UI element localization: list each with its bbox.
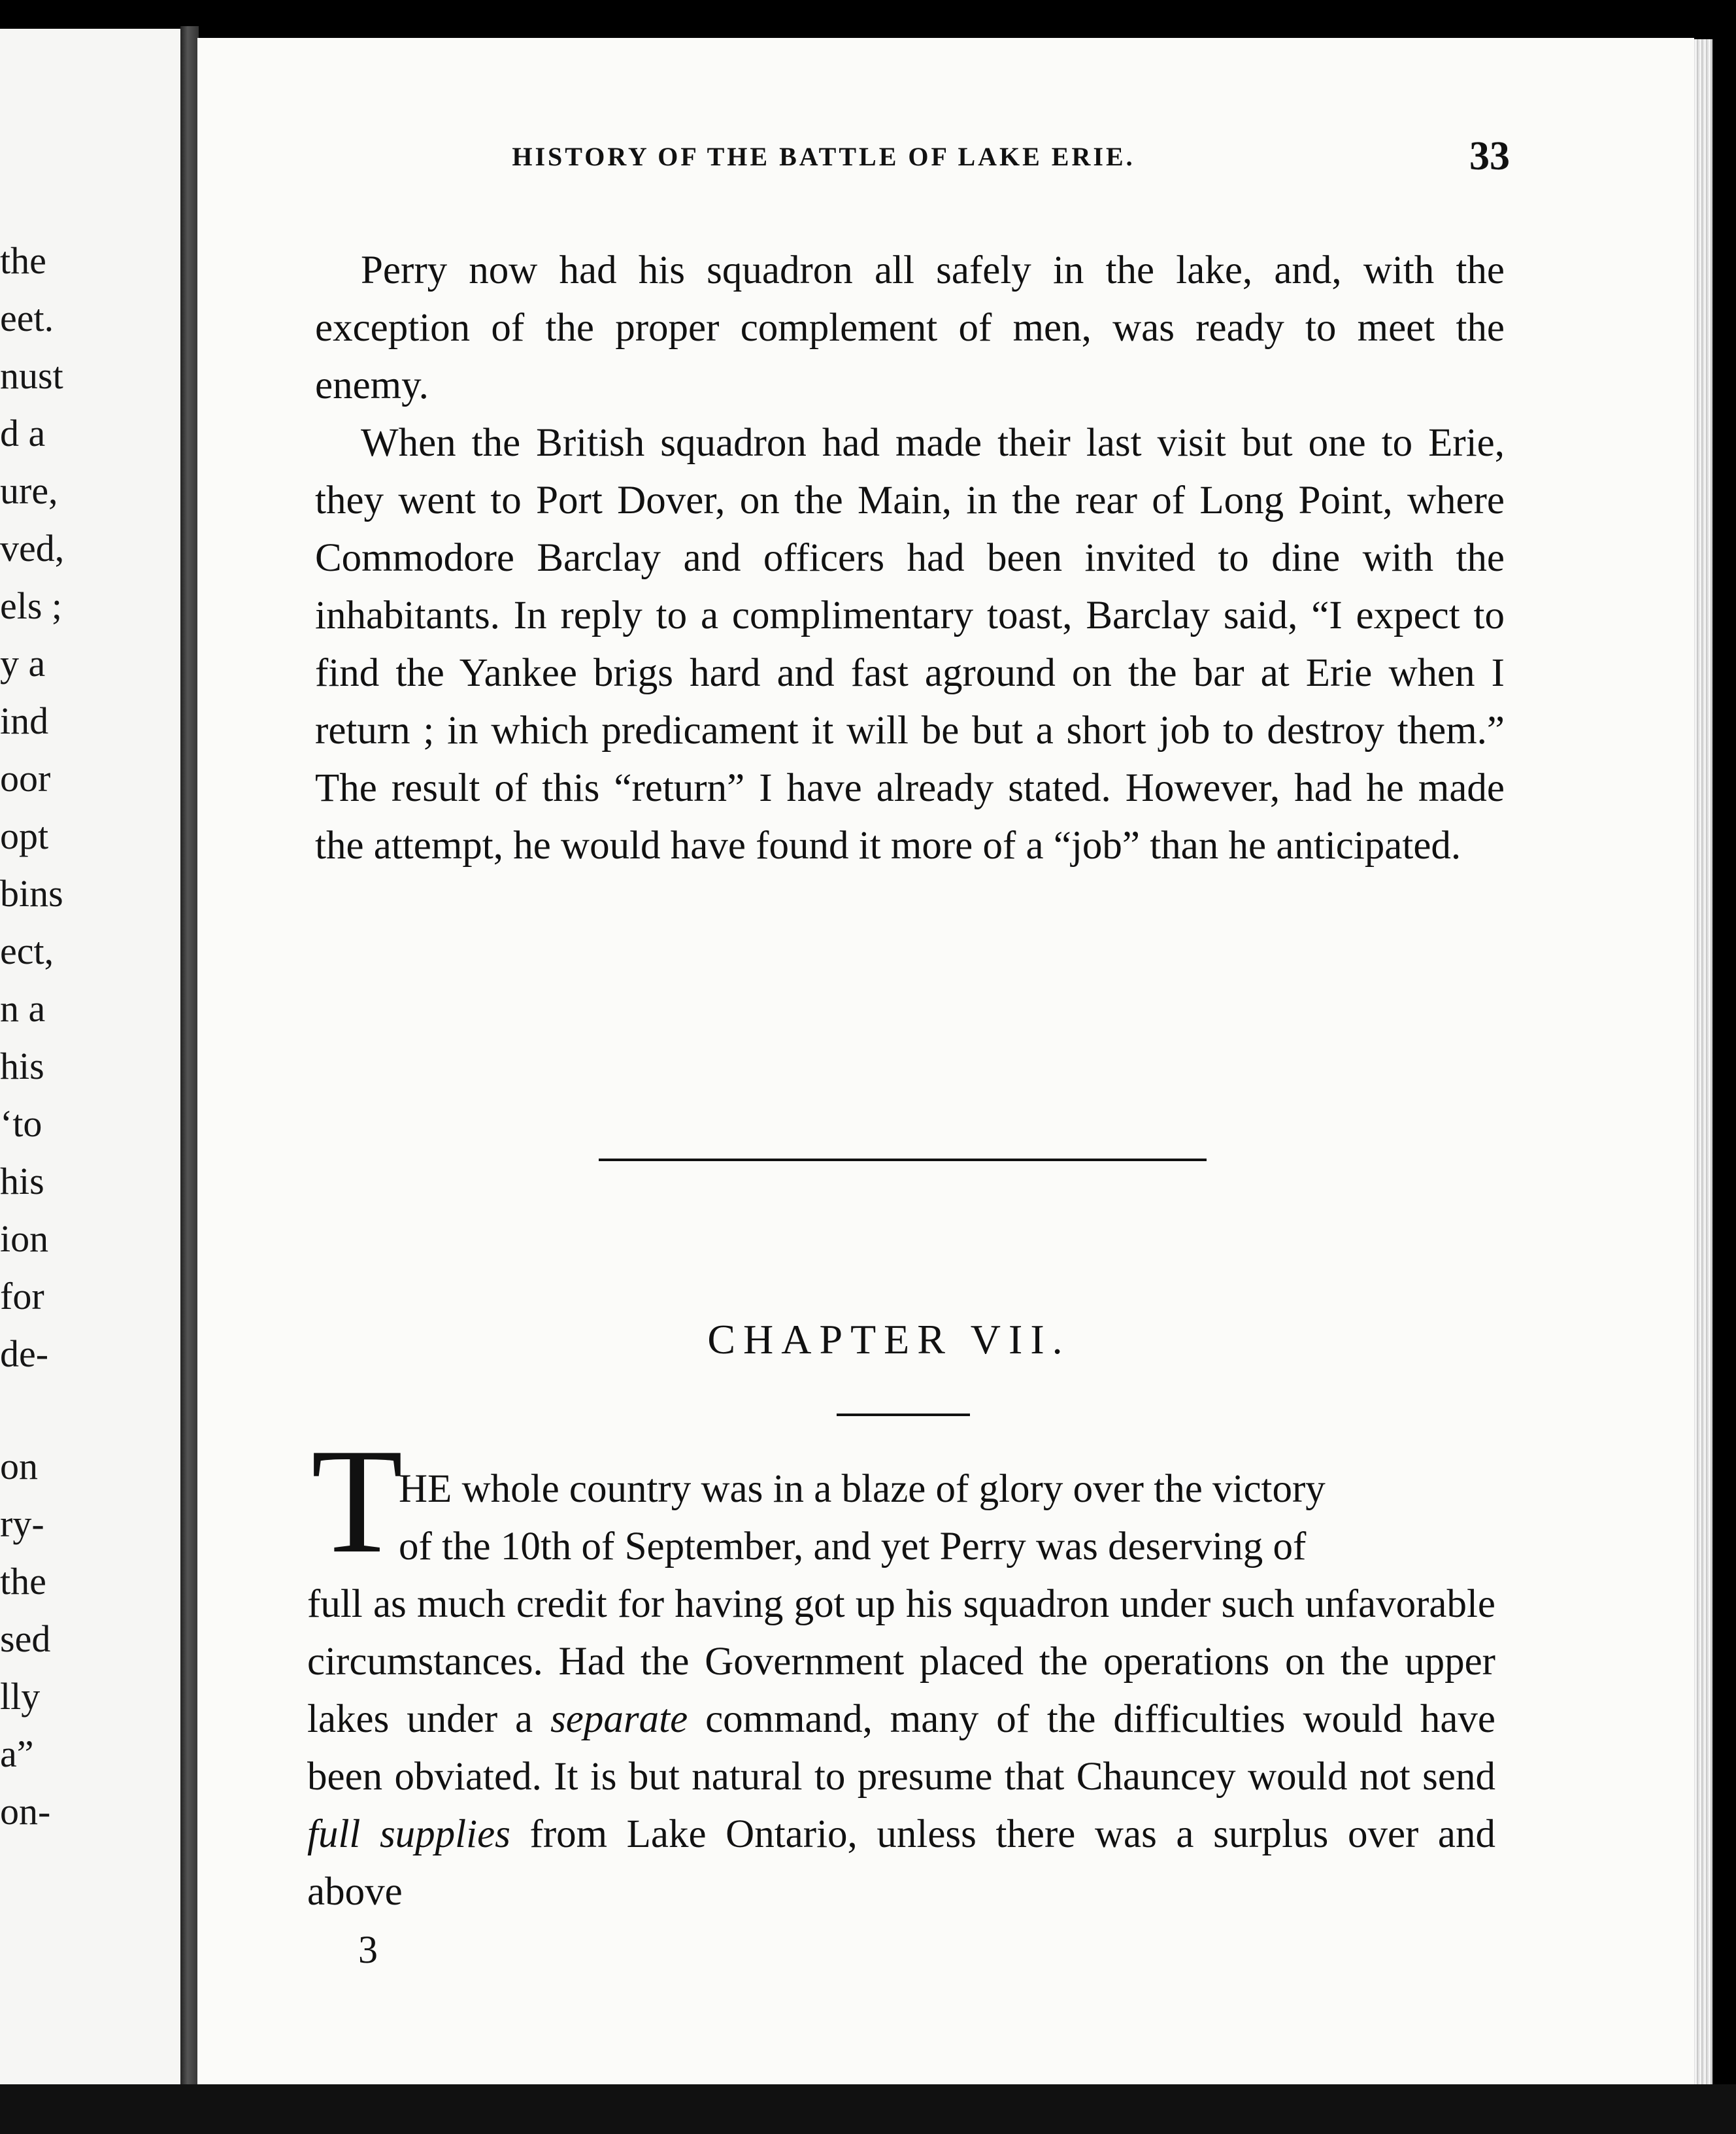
left-fragment: n a — [0, 987, 46, 1030]
facing-page-fragment — [0, 29, 183, 2114]
left-fragment: els ; — [0, 584, 63, 627]
running-head: HISTORY OF THE BATTLE OF LAKE ERIE. — [512, 142, 1135, 171]
drop-cap: T — [311, 1417, 403, 1584]
chapter-paragraph — [307, 1461, 1495, 1921]
chapter-text-part: full as much credit for having got up his squadron under such unfavorable circumstances. Had the Government placed the operations on the upper lakes under a — [307, 1582, 1495, 1741]
paragraph: Perry now had his squadron all safely in the lake, and, with the exception of the proper complement of men, was ready to meet the enemy. — [315, 248, 1505, 407]
left-fragment: bins — [0, 872, 63, 915]
left-fragment: lly — [0, 1675, 41, 1718]
left-fragment: on — [0, 1445, 38, 1487]
left-fragment: the — [0, 1560, 46, 1602]
left-fragment: de- — [0, 1332, 49, 1375]
left-fragment: ved, — [0, 527, 65, 569]
book-gutter — [180, 26, 199, 2115]
left-fragment: ion — [0, 1217, 49, 1260]
chapter-rule — [837, 1414, 970, 1416]
chapter-heading: CHAPTER VII. — [707, 1316, 1071, 1363]
left-fragment: ect, — [0, 930, 54, 972]
left-fragment: for — [0, 1275, 44, 1317]
scan-right-border — [1712, 26, 1736, 2134]
left-fragment: opt — [0, 815, 49, 857]
left-fragment: his — [0, 1045, 44, 1087]
left-fragment: his — [0, 1160, 44, 1202]
left-fragment: ind — [0, 700, 49, 742]
left-fragment: ry- — [0, 1502, 44, 1545]
left-fragment: eet. — [0, 297, 54, 339]
left-fragment: d a — [0, 412, 46, 454]
chapter-text-part: command, many of the difficulties would have been obviated. It is but natural to presume that Chauncey would not send — [307, 1697, 1496, 1799]
italic-emphasis: separate — [550, 1697, 688, 1741]
page-number: 33 — [1469, 134, 1510, 178]
left-fragment: y a — [0, 642, 46, 685]
italic-emphasis: full supplies — [307, 1812, 510, 1856]
chapter-text-part: from Lake Ontario, unless there was a surplus over and above — [307, 1812, 1496, 1914]
scan-top-border — [0, 0, 1736, 29]
paragraph: When the British squadron had made their last visit but one to Erie, they went to Port Dover, on the Main, in the rear of Long Point, where Commodore Barclay and officers had been invited to dine with the inhabitants. In reply to a complimentary toast, Barclay said, “I expect to find the Yankee brigs hard and fast aground on the bar at Erie when I return ; in which predicament it will be but a short job to destroy them.” The result of this “return” I have already stated. However, had he made the attempt, he would have found it more of a “job” than he anticipated. — [315, 421, 1505, 868]
left-fragment: ure, — [0, 469, 58, 512]
left-fragment: oor — [0, 757, 51, 800]
left-fragment: sed — [0, 1617, 51, 1660]
chapter-second-line: of the 10th of September, and yet Perry was deserving of — [399, 1525, 1307, 1568]
left-fragment: a” — [0, 1733, 34, 1775]
signature-mark: 3 — [358, 1928, 378, 1971]
page-edges — [1694, 39, 1712, 2086]
left-fragment: on- — [0, 1790, 51, 1833]
section-rule — [599, 1159, 1207, 1161]
chapter-first-line: HE whole country was in a blaze of glory over the victory — [399, 1467, 1326, 1511]
left-fragment: the — [0, 239, 46, 282]
left-fragment: nust — [0, 354, 63, 397]
scan-bottom-border — [0, 2084, 1736, 2134]
left-fragment: ‘to — [0, 1102, 42, 1145]
